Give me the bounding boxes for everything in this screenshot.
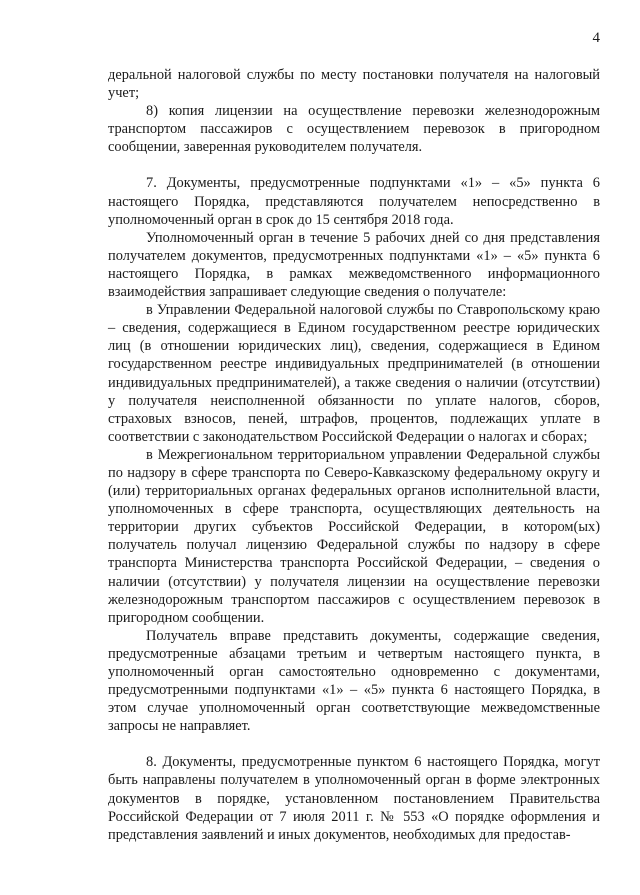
document-body xyxy=(108,66,600,844)
section-7-paragraph: 7. Документы, предусмотренные подпунктами «1» – «5» пункта 6 настоящего Порядка, представляются получателем непосредственно в уполномоченный орган в срок до 15 сентября 2018 года. xyxy=(108,175,600,228)
section-8-paragraph: 8. Документы, предусмотренные пунктом 6 настоящего Порядка, могут быть направлены получателем в уполномоченный орган в форме электронных документов в порядке, установленном постановлением Правительства Российской Федерации от 7 июля 2011 г. № 553 «О порядке оформления и представления заявлений и иных документов, необходимых для предостав- xyxy=(108,754,600,843)
list-item-8: 8) копия лицензии на осуществление перевозки железнодорожным транспортом пассажиров с осуществлением перевозок в пригородном сообщении, заверенная руководителем получателя. xyxy=(108,103,600,156)
tax-service-item: в Управлении Федеральной налоговой службы по Ставропольскому краю – сведения, содержащиеся в Едином государственном реестре юридических лиц (в отношении юридических лиц), сведения, содержащиеся в Едином государственном реестре индивидуальных предпринимателей (в отношении индивидуальных предпринимателей), а также сведения о наличии (отсутствии) у получателя неисполненной обязанности по уплате налогов, сборов, страховых взносов, пеней, штрафов, процентов, подлежащих уплате в соответствии с законодательством Российской Федерации о налогах и сборах; xyxy=(108,302,600,445)
paragraph-continuation: деральной налоговой службы по месту постановки получателя на налоговый учет; xyxy=(108,67,600,102)
authority-request-paragraph: Уполномоченный орган в течение 5 рабочих дней со дня представления получателем документов, предусмотренных подпунктами «1» – «5» пункта 6 настоящего Порядка, в рамках межведомственного информационного взаимодействия запрашивает следующие сведения о получателе: xyxy=(108,229,600,301)
recipient-right-paragraph: Получатель вправе представить документы, содержащие сведения, предусмотренные абзацами третьим и четвертым настоящего пункта, в уполномоченный орган самостоятельно одновременно с документами, предусмотренными подпунктами «1» – «5» пункта 6 настоящего Порядка, в этом случае уполномоченный орган соответствующие межведомственные запросы не направляет. xyxy=(108,627,600,735)
transport-supervision-item: в Межрегиональном территориальном управлении Федеральной службы по надзору в сфере транспорта по Северо-Кавказскому федеральному округу и (или) территориальных органах федеральных органов исполнительной власти, уполномоченных в сфере транспорта, осуществляющих деятельность на территории других субъектов Российской Федерации, в котором(ых) получатель получал лицензию Федеральной службы по надзору в сфере транспорта Министерства транспорта Российской Федерации, – сведения о наличии (отсутствии) у получателя лицензии на осуществление перевозки железнодорожным транспортом пассажиров с осуществлением перевозок в пригородном сообщении. xyxy=(108,446,600,626)
page-number: 4 xyxy=(592,30,600,46)
